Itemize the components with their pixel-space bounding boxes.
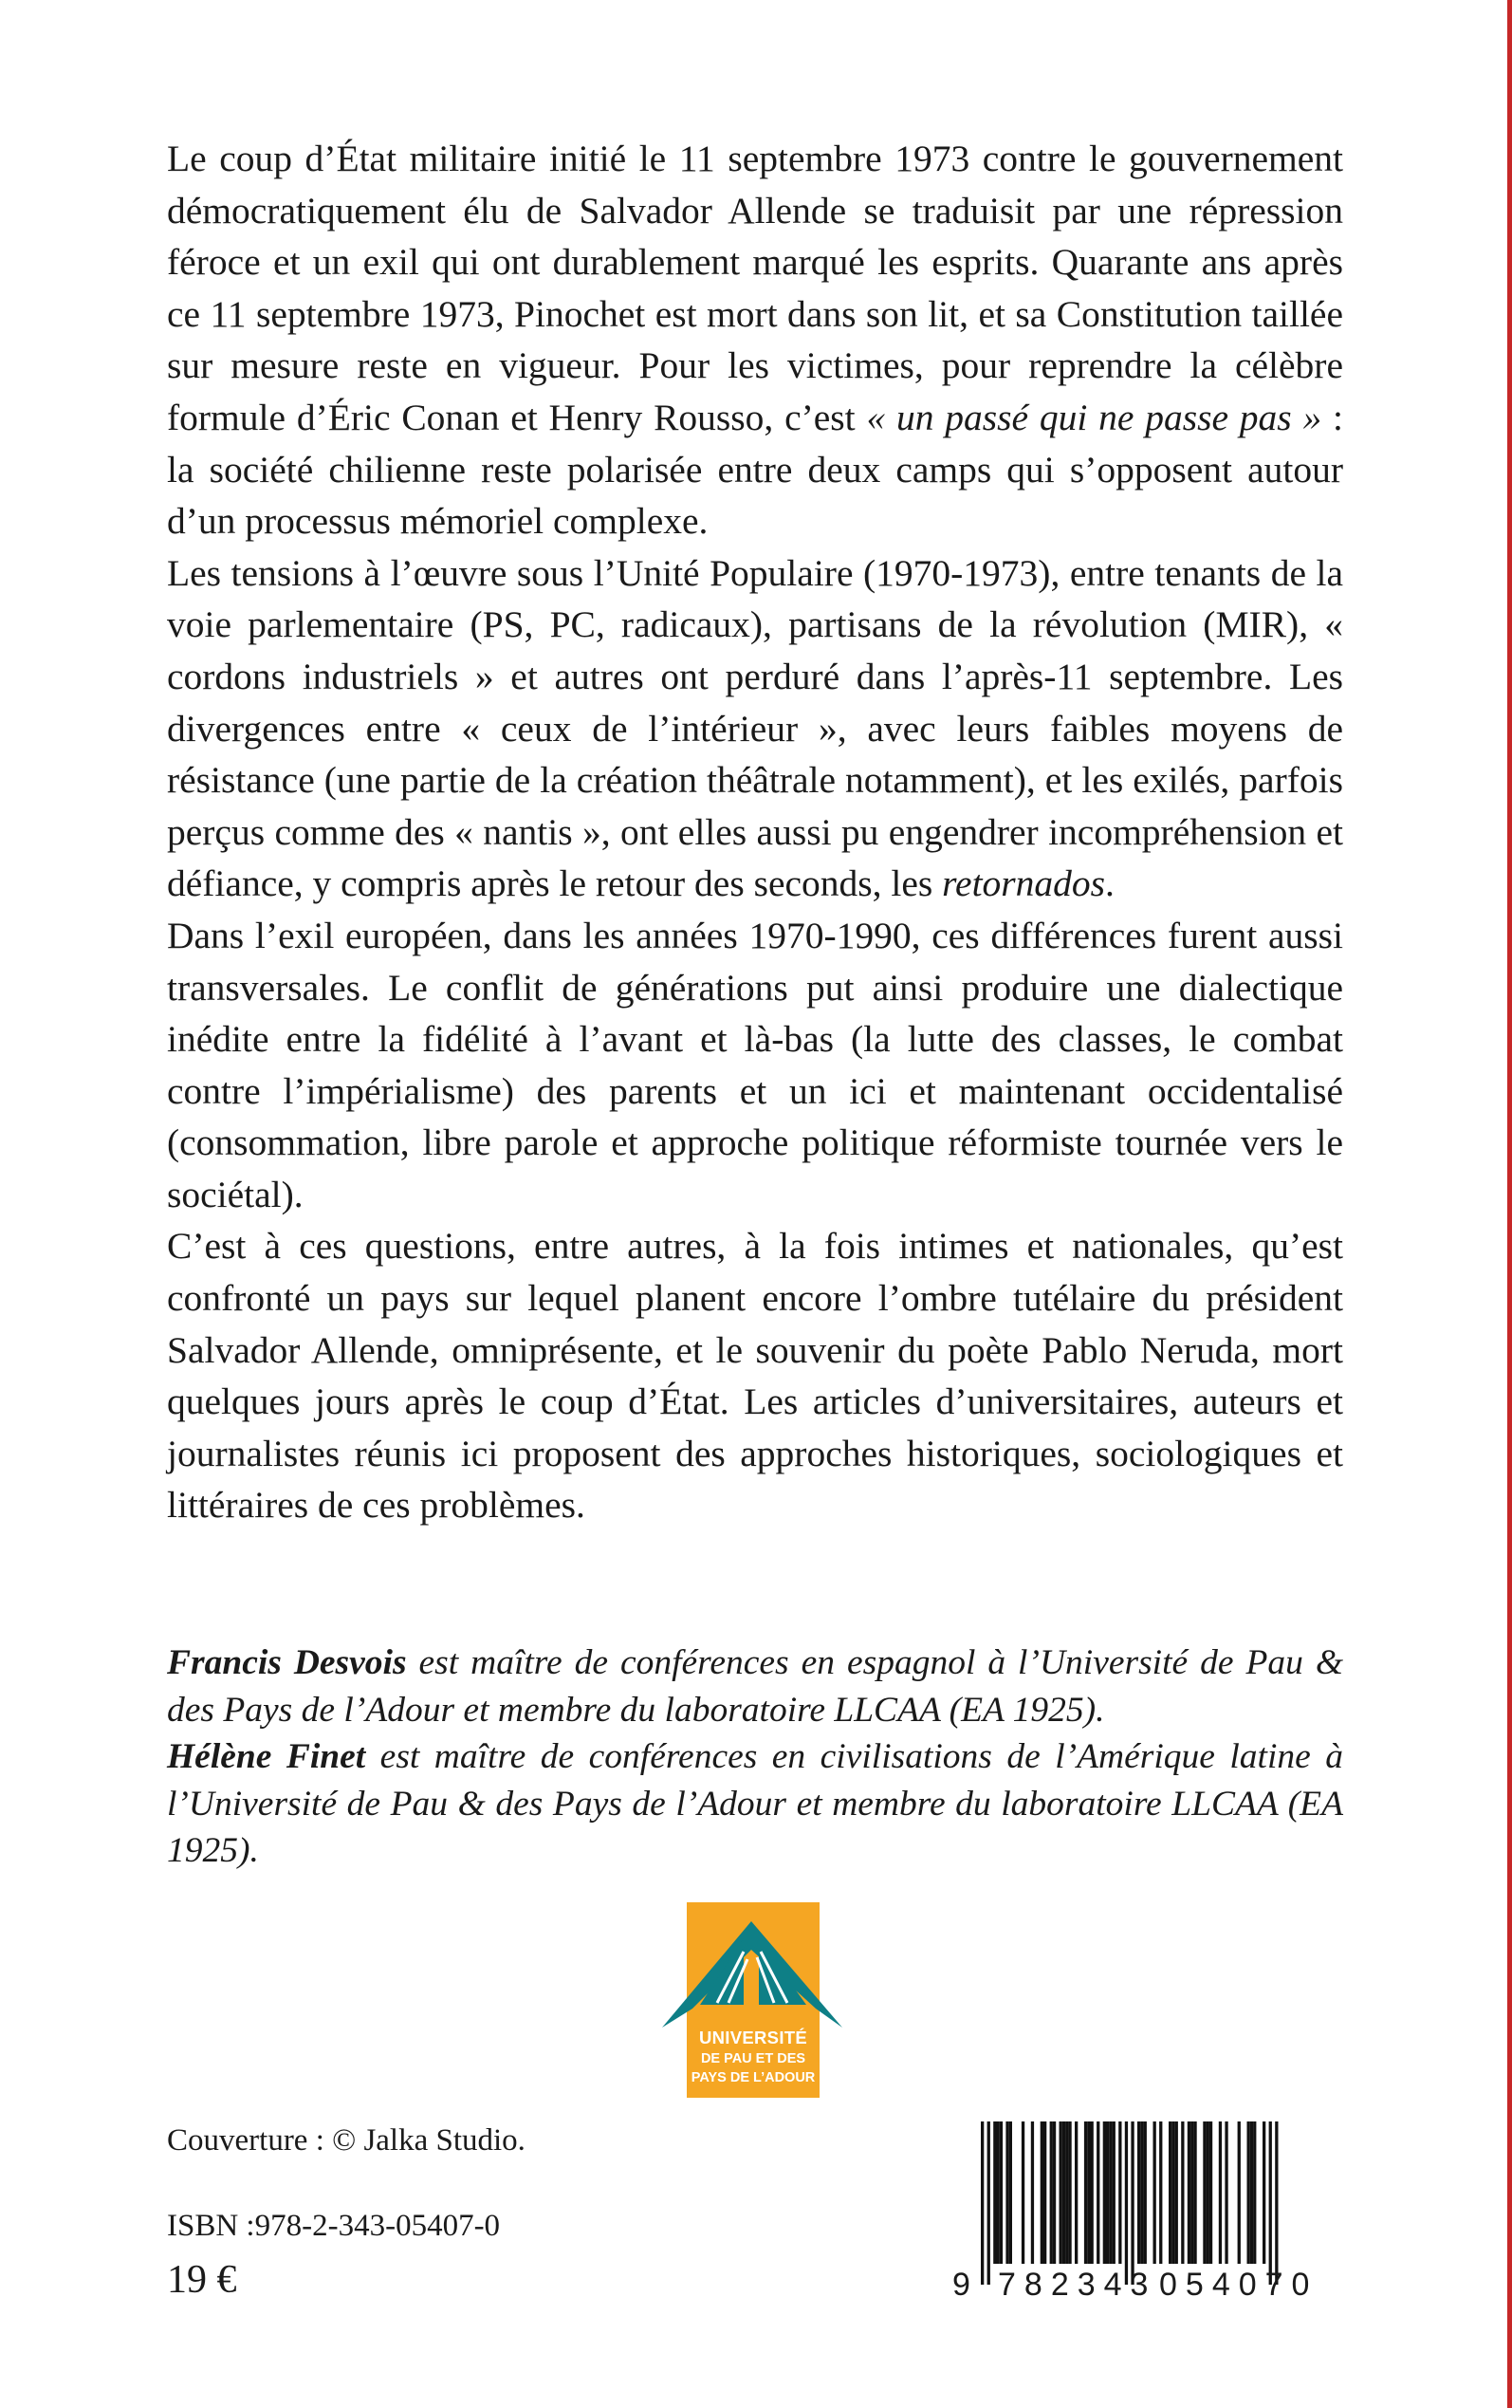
- barcode-bar: [1053, 2121, 1056, 2264]
- barcode-bar: [1140, 2121, 1143, 2264]
- barcode-bar: [1060, 2121, 1062, 2264]
- barcode-bar: [1125, 2121, 1128, 2285]
- barcode-bar: [1209, 2121, 1212, 2264]
- barcode-bar: [1091, 2121, 1094, 2264]
- barcode-bar: [1203, 2121, 1206, 2264]
- barcode-bar: [1050, 2121, 1053, 2264]
- barcode-bar: [1022, 2121, 1024, 2264]
- barcode-bar: [1087, 2121, 1090, 2264]
- author-bio-desvois: Francis Desvois est maître de conférences en espagnol à l’Université de Pau & des Pays de l’Adour et membre du laboratoire LLCAA (EA 1925).: [167, 1643, 1344, 1730]
- barcode-bar: [1190, 2121, 1193, 2264]
- price: 19 €: [167, 2258, 237, 2302]
- barcode-bar: [1075, 2121, 1078, 2264]
- barcode-bar: [1031, 2121, 1034, 2264]
- author-bio-finet: Hélène Finet est maître de conférences en civilisations de l’Amérique latine à l’Université de Pau & des Pays de l’Adour et membre du laboratoire LLCAA (EA 1925).: [167, 1737, 1343, 1870]
- barcode-bar: [1207, 2121, 1209, 2264]
- barcode-bar: [981, 2121, 984, 2285]
- barcode-bar: [1084, 2121, 1087, 2264]
- barcode-bar: [1263, 2121, 1265, 2264]
- author-name: Francis Desvois: [167, 1643, 407, 1682]
- barcode-bar: [1159, 2121, 1162, 2264]
- barcode-bar: [1269, 2121, 1272, 2285]
- barcode-bar: [1068, 2121, 1071, 2264]
- barcode-bar: [987, 2121, 990, 2285]
- logo-peaks-icon: [645, 1902, 861, 2035]
- barcode-bar: [1219, 2121, 1222, 2264]
- blurb-paragraph-1: Le coup d’État militaire initié le 11 septembre 1973 contre le gouvernement démocratiquement élu de Salvador Allende se traduisit par une répression féroce et un exil qui ont durablement marqué les esprits. Quarante ans après ce 11 septembre 1973, Pinochet est mort dans son lit, et sa Constitution taillée sur mesure reste en vigueur. Pour les victimes, pour reprendre la célèbre formule d’Éric Conan et Henry Rousso, c’est « un passé qui ne passe pas » : la société chilienne reste polarisée entre deux camps qui s’opposent autour d’un processus mémoriel complexe.: [167, 138, 1343, 543]
- barcode-bar: [1106, 2121, 1109, 2264]
- barcode-bar: [1188, 2121, 1190, 2264]
- isbn: ISBN :978-2-343-05407-0: [167, 2209, 501, 2243]
- retornados-italic: retornados: [942, 862, 1106, 905]
- barcode-bar: [1043, 2121, 1046, 2264]
- logo-text-line3: PAYS DE L’ADOUR: [691, 2070, 816, 2085]
- author-name: Hélène Finet: [167, 1737, 366, 1776]
- cover-credit: Couverture : © Jalka Studio.: [167, 2123, 526, 2158]
- barcode-bar: [1113, 2121, 1116, 2264]
- barcode-bar: [997, 2121, 1000, 2264]
- barcode: [952, 2118, 1318, 2307]
- barcode-bar: [1041, 2121, 1043, 2264]
- barcode-bar: [1275, 2121, 1278, 2285]
- barcode-bar: [1169, 2121, 1171, 2264]
- barcode-bar: [1253, 2121, 1256, 2264]
- blurb-paragraph-4: C’est à ces questions, entre autres, à la fois intimes et nationales, qu’est confronté un pays sur lequel planent encore l’ombre tutélaire du président Salvador Allende, omniprésente, et le souvenir du poète Pablo Neruda, mort quelques jours après le coup d’État. Les articles d’universitaires, auteurs et journalistes réunis ici proposent des approches historiques, sociologiques et littéraires de ces problèmes.: [167, 1225, 1343, 1527]
- barcode-bar: [1000, 2121, 1003, 2264]
- barcode-bar: [1062, 2121, 1065, 2264]
- barcode-bar: [1181, 2121, 1184, 2264]
- barcode-bar: [1225, 2121, 1227, 2264]
- quote-italic: « un passé qui ne passe pas »: [866, 396, 1322, 438]
- blurb-paragraph-3: Dans l’exil européen, dans les années 1970-1990, ces différences furent aussi transversales. Le conflit de générations put ainsi produire une dialectique inédite entre la fidélité à l’avant et là-bas (la lutte des classes, le combat contre l’impérialisme) des parents et un ici et maintenant occidentalisé (consommation, libre parole et approche politique réformiste tournée vers le sociétal).: [167, 914, 1343, 1215]
- barcode-bar: [1250, 2121, 1253, 2264]
- barcode-bar: [1171, 2121, 1174, 2264]
- barcode-first-digit: 9: [952, 2267, 970, 2303]
- barcode-bar: [1103, 2121, 1106, 2264]
- barcode-bar: [1118, 2121, 1121, 2264]
- barcode-bar: [1193, 2121, 1196, 2264]
- barcode-bar: [1131, 2121, 1134, 2285]
- barcode-bar: [1247, 2121, 1250, 2264]
- cover-edge-stripe: [1507, 0, 1512, 2408]
- barcode-bar: [1153, 2121, 1156, 2264]
- barcode-digits: [952, 2266, 1318, 2304]
- barcode-bar: [1005, 2121, 1008, 2264]
- barcode-bar: [1109, 2121, 1112, 2264]
- logo-text-universite: UNIVERSITÉ: [698, 2028, 808, 2047]
- barcode-right-digits: 054070: [1159, 2267, 1318, 2303]
- blurb-paragraph-2: Les tensions à l’œuvre sous l’Unité Populaire (1970-1973), entre tenants de la voie parlementaire (PS, PC, radicaux), partisans de la révolution (MIR), « cordons industriels » et autres ont perduré dans l’après-11 septembre. Les divergences entre « ceux de l’intérieur », avec leurs faibles moyens de résistance (une partie de la création théâtrale notamment), et les exilés, parfois perçus comme des « nantis », ont elles aussi pu engendrer incompréhension et défiance, y compris après le retour des seconds, les retornados.: [167, 551, 1343, 905]
- barcode-bar: [1065, 2121, 1068, 2264]
- barcode-bar: [1238, 2121, 1241, 2264]
- barcode-bar: [1097, 2121, 1099, 2264]
- barcode-bar: [1137, 2121, 1140, 2264]
- author-bios: [167, 1639, 1343, 1875]
- barcode-bar: [1175, 2121, 1178, 2264]
- blurb: [167, 133, 1343, 1531]
- logo-text-line2: DE PAU ET DES: [700, 2051, 806, 2066]
- barcode-bar: [1144, 2121, 1147, 2264]
- barcode-left-digits: 782343: [998, 2267, 1157, 2303]
- barcode-bar: [993, 2121, 996, 2264]
- university-logo: [645, 1902, 861, 2098]
- barcode-bar: [1009, 2121, 1012, 2264]
